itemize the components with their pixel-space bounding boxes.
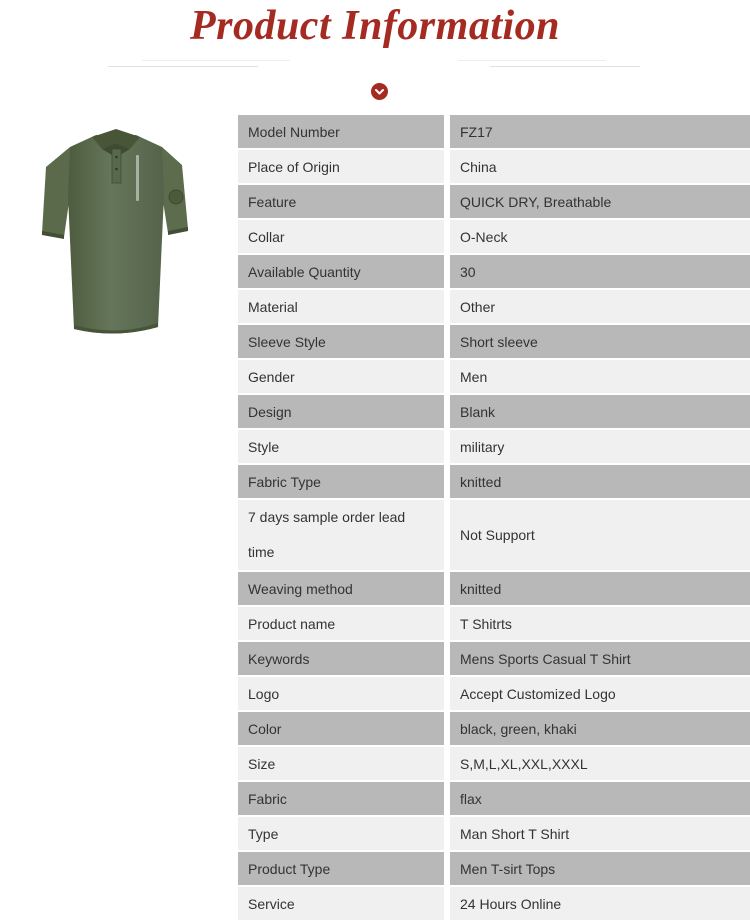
spec-key: Product Type	[238, 851, 447, 886]
spec-value: flax	[447, 781, 750, 816]
spec-value: China	[447, 149, 750, 184]
table-row	[238, 781, 750, 816]
spec-value: FZ17	[447, 115, 750, 149]
table-row	[238, 184, 750, 219]
table-row	[238, 324, 750, 359]
table-row	[238, 499, 750, 571]
table-row	[238, 394, 750, 429]
spec-key: Keywords	[238, 641, 447, 676]
spec-value: Other	[447, 289, 750, 324]
spec-value: T Shitrts	[447, 606, 750, 641]
table-row	[238, 464, 750, 499]
table-row	[238, 359, 750, 394]
spec-value: QUICK DRY, Breathable	[447, 184, 750, 219]
spec-key: Style	[238, 429, 447, 464]
spec-value: Not Support	[447, 499, 750, 571]
table-row	[238, 816, 750, 851]
table-row	[238, 606, 750, 641]
spec-value: Blank	[447, 394, 750, 429]
spec-table	[238, 115, 750, 922]
table-row	[238, 676, 750, 711]
spec-value: knitted	[447, 464, 750, 499]
spec-key: Gender	[238, 359, 447, 394]
table-row	[238, 115, 750, 149]
table-row	[238, 886, 750, 921]
spec-value: knitted	[447, 571, 750, 606]
table-row	[238, 851, 750, 886]
spec-value: Men	[447, 359, 750, 394]
table-row	[238, 711, 750, 746]
table-row	[238, 289, 750, 324]
spec-key: Product name	[238, 606, 447, 641]
table-row	[238, 746, 750, 781]
table-row	[238, 641, 750, 676]
table-row	[238, 219, 750, 254]
product-image	[40, 125, 192, 340]
spec-value: 24 Hours Online	[447, 886, 750, 921]
spec-key: Design	[238, 394, 447, 429]
spec-key: Place of Origin	[238, 149, 447, 184]
spec-key: Type	[238, 816, 447, 851]
spec-key: Sleeve Style	[238, 324, 447, 359]
spec-value: 30	[447, 254, 750, 289]
spec-key: Feature	[238, 184, 447, 219]
title-divider-left-upper	[142, 60, 290, 61]
spec-key: 7 days sample order lead time	[238, 499, 447, 571]
spec-value: Men T-sirt Tops	[447, 851, 750, 886]
table-row	[238, 149, 750, 184]
spec-key: Logo	[238, 676, 447, 711]
spec-key: Fabric	[238, 781, 447, 816]
spec-key: Model Number	[238, 115, 447, 149]
chevron-down-icon[interactable]	[371, 83, 388, 100]
title-divider-left	[108, 66, 258, 67]
spec-key: Material	[238, 289, 447, 324]
table-row	[238, 254, 750, 289]
spec-value: military	[447, 429, 750, 464]
table-row	[238, 571, 750, 606]
spec-key: Weaving method	[238, 571, 447, 606]
spec-key: Color	[238, 711, 447, 746]
title-divider-right-upper	[458, 60, 606, 61]
spec-key: Service	[238, 886, 447, 921]
spec-value: Man Short T Shirt	[447, 816, 750, 851]
spec-value: O-Neck	[447, 219, 750, 254]
page-title: Product Information	[189, 3, 561, 49]
spec-value: Accept Customized Logo	[447, 676, 750, 711]
spec-value: S,M,L,XL,XXL,XXXL	[447, 746, 750, 781]
spec-value: Short sleeve	[447, 324, 750, 359]
spec-key: Size	[238, 746, 447, 781]
spec-value: black, green, khaki	[447, 711, 750, 746]
title-divider-right	[490, 66, 640, 67]
spec-key: Available Quantity	[238, 254, 447, 289]
spec-key: Collar	[238, 219, 447, 254]
polo-shirt-icon	[40, 125, 192, 340]
spec-key: Fabric Type	[238, 464, 447, 499]
table-row	[238, 429, 750, 464]
spec-value: Mens Sports Casual T Shirt	[447, 641, 750, 676]
